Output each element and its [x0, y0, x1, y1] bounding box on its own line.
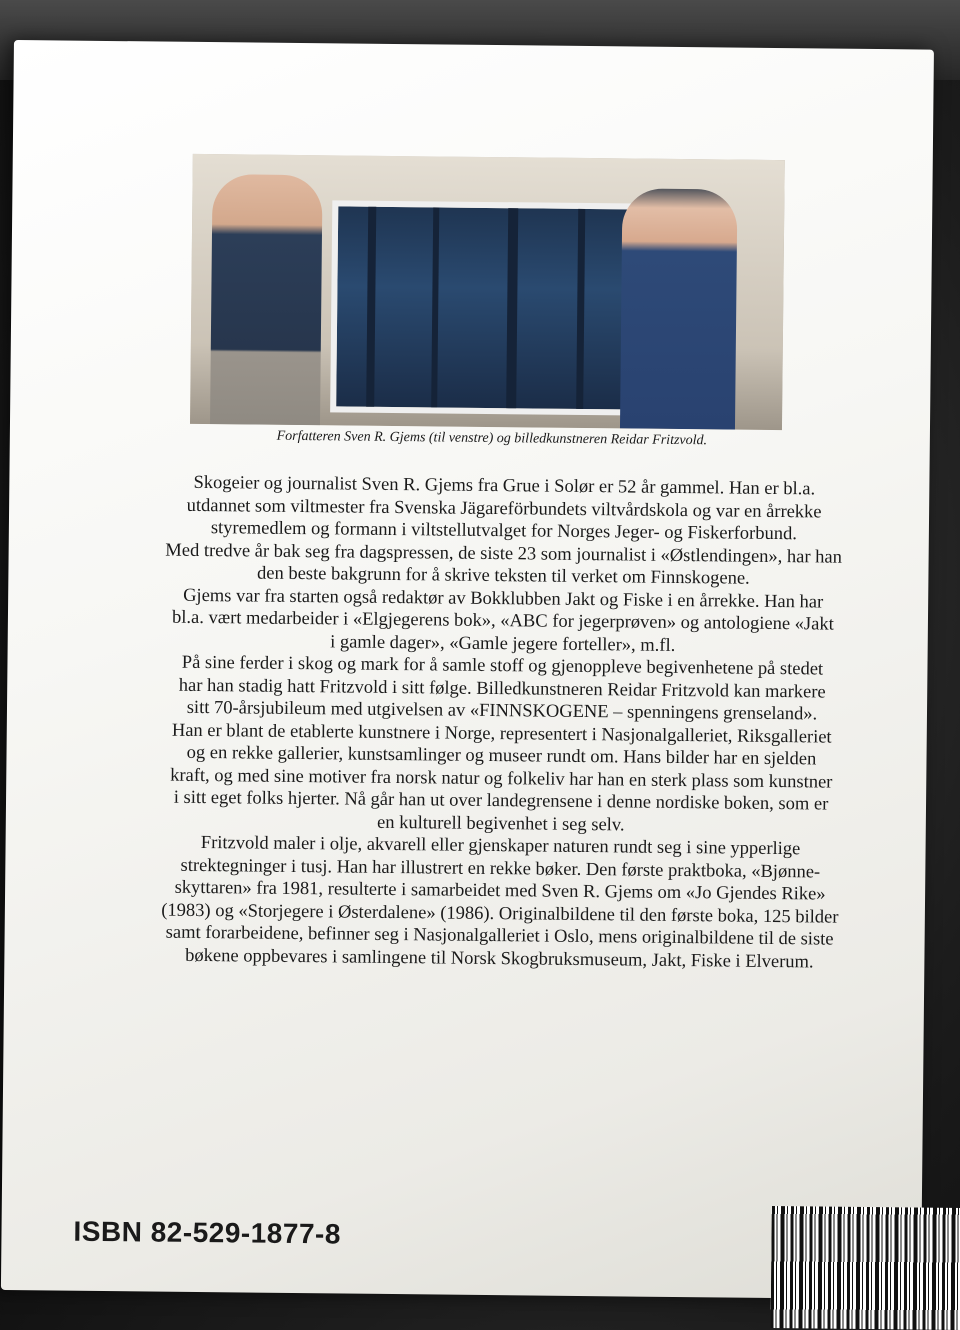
barcode [771, 1206, 960, 1330]
bio-line: Fritzvold maler i olje, akvarell eller gjenskaper naturen rundt seg i sine ypperlige [200, 833, 801, 860]
bio-line: Gjems var fra starten også redaktør av Bokklubben Jakt og Fiske i en årrekke. Han har [183, 585, 824, 613]
bio-line: den beste bakgrunn for å skrive teksten til verket om Finnskogene. [256, 563, 750, 589]
photo-caption: Forfatteren Sven R. Gjems (til venstre) og billedkunstneren Reidar Fritzvold. [276, 428, 708, 449]
bio-line: På sine ferder i skog og mark for å samle stoff og gjenoppleve begivenhetene på stedet [181, 652, 824, 680]
bio-line: skyttaren» fra 1981, resulterte i samarbeidet med Sven R. Gjems om «Jo Gjendes Rike» [174, 877, 826, 905]
bio-line: Med tredve år bak seg fra dagspressen, de siste 23 som journalist i «Østlendingen», har han [165, 540, 843, 568]
bio-line: sitt 70-årsjubileum med utgivelsen av «FINNSKOGENE – spenningens grenseland». [186, 697, 818, 725]
bio-line: i gamle dager», «Gamle jegere forteller», m.fl. [330, 631, 676, 656]
bio-line: har han stadig hatt Fritzvold i sitt følge. Billedkunstneren Reidar Fritzvold kan markere [178, 675, 826, 703]
person-left [210, 174, 323, 425]
bio-line: bøkene oppbevares i samlingene til Norsk Skogbruksmuseum, Jakt, Fiske i Elverum. [185, 945, 814, 972]
bio-line: i sitt eget folks hjerter. Nå går han ut over landegrensene i denne nordiske boken, som er [173, 787, 829, 815]
person-right [620, 188, 738, 429]
bio-line: utdannet som viltmester fra Svenska Jägareförbundets viltvårdskola og var en årrekke [186, 495, 822, 522]
book-back-cover [1, 40, 934, 1300]
author-artist-photo [190, 154, 785, 430]
biography-text [124, 471, 879, 974]
bio-line: styremedlem og formann i viltstellutvalget for Norges Jeger- og Fiskerforbund. [210, 518, 797, 545]
bio-line: strektegninger i tusj. Han har illustrert en rekke bøker. Den første praktboka, «Bjønne- [180, 855, 821, 882]
bio-line: samt forarbeidene, befinner seg i Nasjonalgalleriet i Oslo, mens originalbildene til de siste [165, 922, 834, 950]
bio-line: Skogeier og journalist Sven R. Gjems fra Grue i Solør er 52 år gammel. Han er bl.a. [193, 472, 816, 500]
forest-painting [330, 200, 644, 415]
bio-line: en kulturell begivenhet i seg selv. [376, 812, 625, 835]
bio-line: kraft, og med sine motiver fra norsk natur og folkeliv har han en sterk plass som kunstner [170, 765, 833, 793]
bio-line: bl.a. vært medarbeider i «Elgjegerens bok», «ABC for jegerprøven» og antologiene «Jakt [171, 607, 834, 635]
bio-line: Han er blant de etablerte kunstnere i Norge, representert i Nasjonalgalleriet, Riksgalleriet [171, 720, 832, 748]
bio-line: (1983) og «Storjegere i Østerdalene» (1986). Originalbildene til den første boka, 125 bilder [161, 900, 839, 928]
isbn-number: ISBN 82-529-1877-8 [73, 1215, 342, 1250]
bio-line: og en rekke gallerier, kunstsamlinger og museer rundt om. Hans bilder har en sjelden [186, 742, 817, 770]
